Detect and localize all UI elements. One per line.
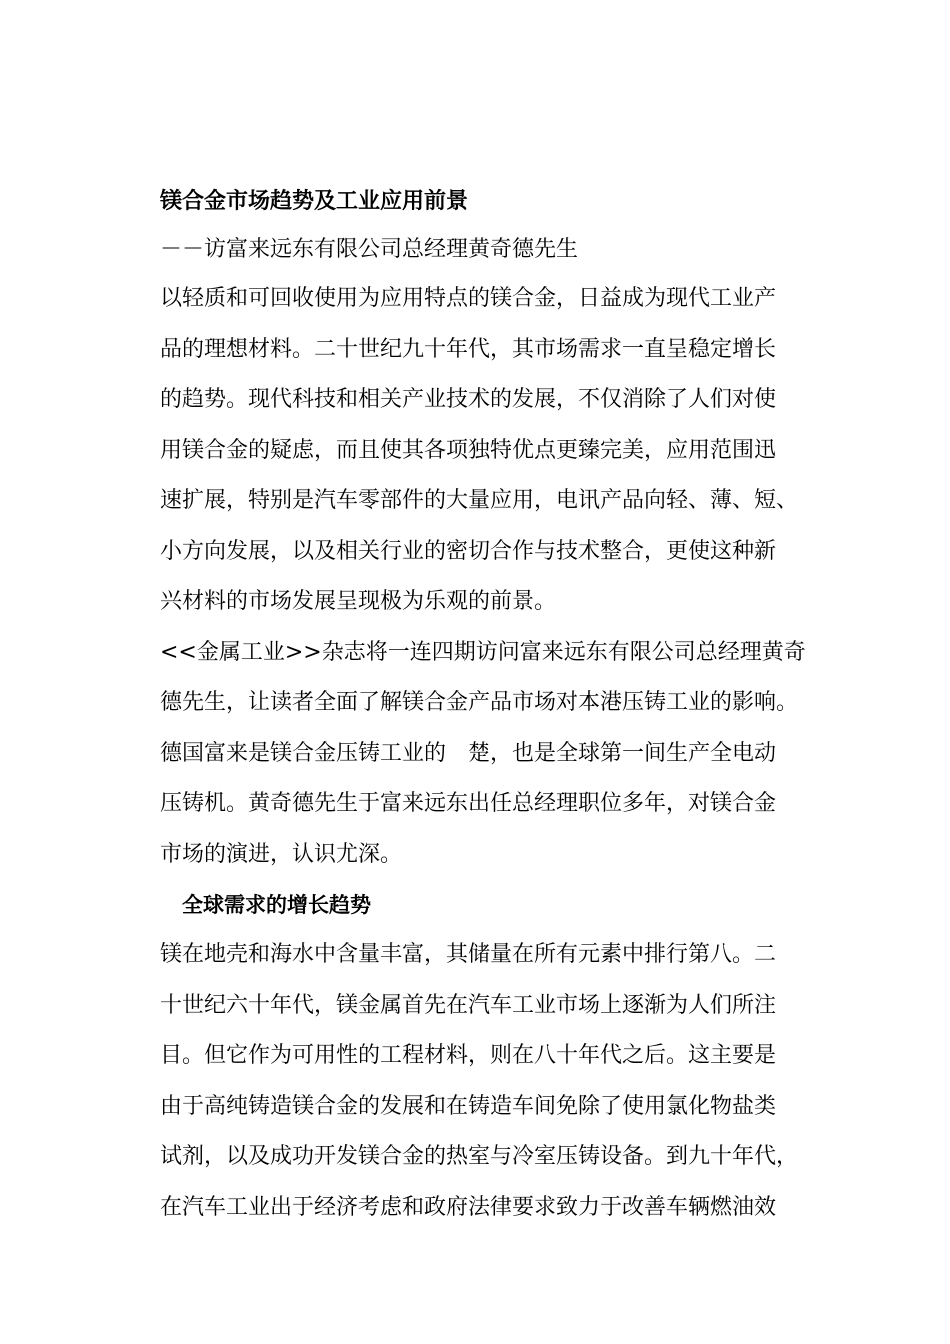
paragraph-line: 试剂，以及成功开发镁合金的热室与冷室压铸设备。到九十年代， <box>160 1144 799 1169</box>
paragraph-line: 德先生，让读者全面了解镁合金产品市场对本港压铸工业的影响。 <box>160 690 799 715</box>
paragraph-line: 品的理想材料。二十世纪九十年代，其市场需求一直呈稳定增长 <box>160 336 777 362</box>
paragraph-line: 用镁合金的疑虑，而且使其各项独特优点更臻完美，应用范围迅 <box>160 437 777 463</box>
paragraph-line: 速扩展，特别是汽车零部件的大量应用，电讯产品向轻、薄、短、 <box>160 488 799 513</box>
paragraph-line: <<金属工业>>杂志将一连四期访问富来远东有限公司总经理黄奇 <box>160 639 806 665</box>
paragraph-line: 压铸机。黄奇德先生于富来远东出任总经理职位多年，对镁合金 <box>160 791 777 816</box>
article-title: 镁合金市场趋势及工业应用前景 <box>160 189 469 214</box>
section-paragraph <box>160 930 860 1233</box>
paragraph-line: 由于高纯铸造镁合金的发展和在铸造车间免除了使用氯化物盐类 <box>160 1093 777 1119</box>
magazine-paragraph <box>160 628 860 881</box>
paragraph-line: 兴材料的市场发展呈现极为乐观的前景。 <box>160 589 557 614</box>
paragraph-line: 十世纪六十年代，镁金属首先在汽车工业市场上逐渐为人们所注 <box>160 992 777 1018</box>
paragraph-line: 市场的演进，认识尤深。 <box>160 841 403 867</box>
paragraph-line: 以轻质和可回收使用为应用特点的镁合金，日益成为现代工业产 <box>160 286 777 311</box>
article-subtitle: －－访富来远东有限公司总经理黄奇德先生 <box>160 237 579 262</box>
paragraph-line: 德国富来是镁合金压铸工业的 楚，也是全球第一间生产全电动 <box>160 740 777 766</box>
intro-paragraph <box>160 274 860 628</box>
paragraph-line: 镁在地壳和海水中含量丰富，其储量在所有元素中排行第八。二 <box>160 942 777 967</box>
paragraph-line: 小方向发展，以及相关行业的密切合作与技术整合，更使这种新 <box>160 538 777 564</box>
paragraph-line: 目。但它作为可用性的工程材料，则在八十年代之后。这主要是 <box>160 1043 777 1068</box>
section-heading: 全球需求的增长趋势 <box>182 893 371 917</box>
document-page <box>160 178 860 1233</box>
paragraph-line: 的趋势。现代科技和相关产业技术的发展，不仅消除了人们对使 <box>160 387 777 412</box>
paragraph-line: 在汽车工业出于经济考虑和政府法律要求致力于改善车辆燃油效 <box>160 1194 777 1220</box>
